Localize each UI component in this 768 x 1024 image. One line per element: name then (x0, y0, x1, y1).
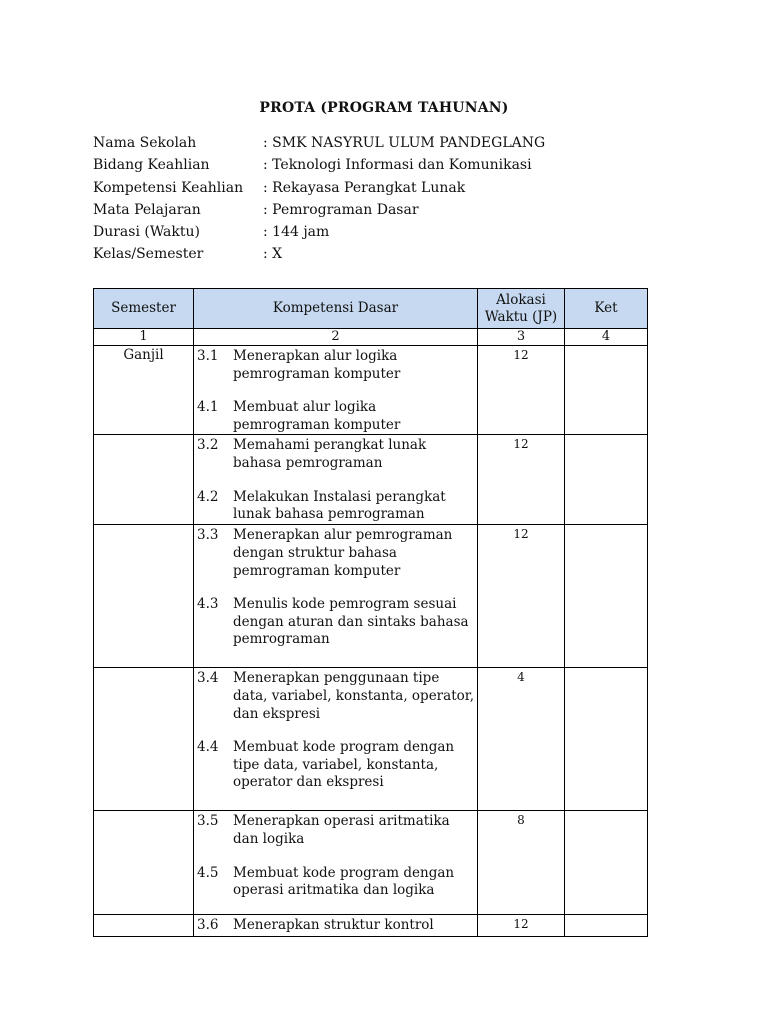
kd-item (197, 348, 474, 383)
table-row (94, 435, 648, 525)
kd-item (197, 437, 474, 472)
table-row (94, 525, 648, 668)
jp-cell: 12 (478, 525, 565, 668)
semester-cell (94, 915, 194, 937)
info-row-competency (93, 177, 545, 199)
header-kd: Kompetensi Dasar (194, 289, 478, 329)
kd-text: Menerapkan penggunaan tipe data, variabel, konstanta, operator, dan ekspresi (233, 670, 475, 722)
jp-cell: 12 (478, 915, 565, 937)
kd-number: 3.2 (197, 437, 219, 454)
ket-cell (565, 435, 648, 525)
ket-cell (565, 668, 648, 811)
kd-cell (194, 915, 478, 937)
column-number-row (94, 329, 648, 346)
jp-cell: 12 (478, 346, 565, 435)
kd-item (197, 527, 474, 580)
kd-item (197, 917, 474, 935)
kd-item (197, 596, 474, 649)
info-row-class (93, 243, 545, 265)
info-value: : Rekayasa Perangkat Lunak (263, 179, 466, 196)
kd-text: Menerapkan alur logika pemrograman komputer (233, 348, 401, 382)
kd-number: 3.3 (197, 527, 219, 544)
ket-cell (565, 915, 648, 937)
kd-item (197, 399, 474, 434)
ket-cell (565, 525, 648, 668)
kd-text: Menulis kode pemrogram sesuai dengan aturan dan sintaks bahasa pemrograman (233, 596, 469, 648)
kd-number: 4.3 (197, 596, 219, 613)
kd-item (197, 670, 474, 723)
semester-cell (94, 668, 194, 811)
kd-item (197, 865, 474, 900)
kd-text: Membuat alur logika pemrograman komputer (233, 399, 401, 433)
kd-cell (194, 668, 478, 811)
semester-cell (94, 811, 194, 915)
info-label: Durasi (Waktu) (93, 224, 200, 241)
item-gap (197, 849, 474, 865)
kd-cell (194, 525, 478, 668)
info-label: Nama Sekolah (93, 135, 197, 151)
semester-cell: Ganjil (94, 346, 194, 435)
kd-item (197, 813, 474, 848)
info-row-field (93, 154, 545, 176)
kd-number: 4.5 (197, 864, 219, 881)
ket-cell (565, 811, 648, 915)
table-row (94, 668, 648, 811)
col-number: 4 (565, 329, 648, 346)
kd-number: 4.2 (197, 488, 219, 505)
document-title: PROTA (PROGRAM TAHUNAN) (259, 100, 509, 116)
kd-cell (194, 435, 478, 525)
kd-text: Memahami perangkat lunak bahasa pemrograman (233, 437, 427, 471)
table-row (94, 915, 648, 937)
info-value: : Teknologi Informasi dan Komunikasi (263, 157, 532, 174)
jp-cell: 12 (478, 435, 565, 525)
info-label: Mata Pelajaran (93, 201, 201, 218)
kd-text: Menerapkan struktur kontrol (233, 917, 434, 934)
kd-item (197, 489, 474, 524)
competency-table (93, 288, 648, 937)
info-label: Kelas/Semester (93, 246, 204, 263)
kd-text: Membuat kode program dengan tipe data, variabel, konstanta, operator dan ekspresi (233, 739, 455, 791)
semester-cell (94, 525, 194, 668)
header-ket: Ket (565, 289, 648, 329)
kd-cell (194, 811, 478, 915)
kd-number: 4.4 (197, 739, 219, 756)
item-gap (197, 473, 474, 489)
col-number: 3 (478, 329, 565, 346)
table-header-row (94, 289, 648, 329)
item-gap (197, 383, 474, 399)
info-label: Bidang Keahlian (93, 157, 210, 174)
info-row-school (93, 132, 545, 154)
info-row-subject (93, 199, 545, 221)
col-number: 2 (194, 329, 478, 346)
jp-cell: 8 (478, 811, 565, 915)
info-value: : Pemrograman Dasar (263, 201, 419, 218)
kd-number: 3.1 (197, 348, 219, 364)
table-row (94, 346, 648, 435)
table-body (94, 346, 648, 937)
info-value: : SMK NASYRUL ULUM PANDEGLANG (263, 135, 546, 151)
kd-text: Menerapkan alur pemrograman dengan struktur bahasa pemrograman komputer (233, 527, 453, 579)
kd-number: 3.5 (197, 813, 219, 830)
kd-cell (194, 346, 478, 435)
info-label: Kompetensi Keahlian (93, 179, 244, 196)
item-gap (197, 723, 474, 739)
kd-text: Menerapkan operasi aritmatika dan logika (233, 813, 450, 847)
info-block (93, 132, 545, 266)
header-semester: Semester (94, 289, 194, 329)
kd-text: Melakukan Instalasi perangkat lunak bahasa pemrograman (233, 488, 446, 523)
kd-number: 3.4 (197, 670, 219, 687)
semester-cell (94, 435, 194, 525)
info-value: : X (263, 246, 283, 263)
header-alokasi: Alokasi Waktu (JP) (478, 289, 565, 329)
jp-cell: 4 (478, 668, 565, 811)
col-number: 1 (94, 329, 194, 346)
table-row (94, 811, 648, 915)
kd-text: Membuat kode program dengan operasi aritmatika dan logika (233, 864, 455, 899)
info-row-duration (93, 221, 545, 243)
ket-cell (565, 346, 648, 435)
item-gap (197, 580, 474, 596)
kd-item (197, 739, 474, 792)
kd-number: 4.1 (197, 399, 219, 416)
kd-number: 3.6 (197, 917, 219, 934)
info-value: : 144 jam (263, 224, 330, 241)
